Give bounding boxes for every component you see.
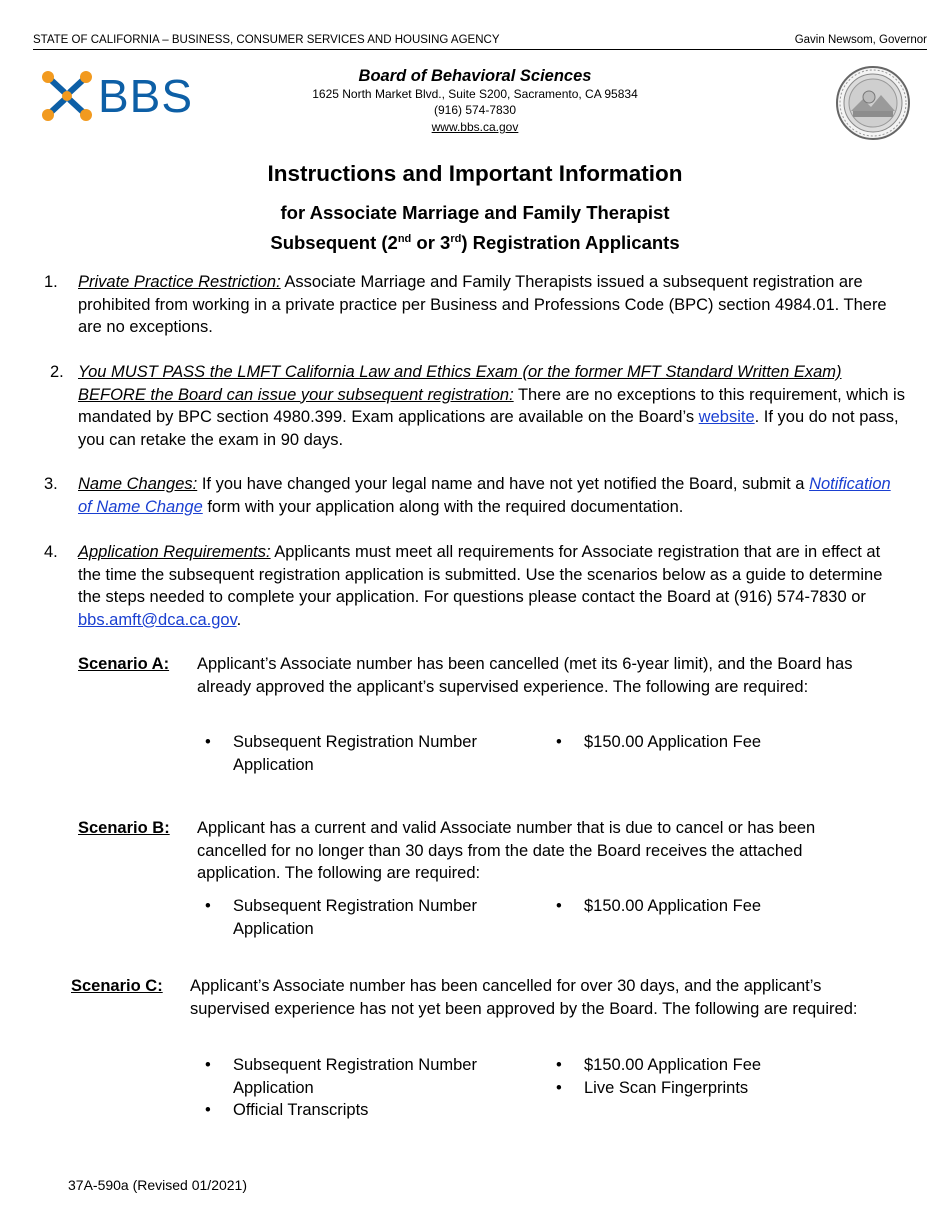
form-number: 37A-590a (Revised 01/2021) [68,1177,248,1193]
requirement-item [205,895,515,940]
item-text: form with your application along with the required documentation. [202,497,684,516]
requirement-text: Subsequent Registration Number Application [233,897,477,938]
item-number: 4. [44,543,58,561]
requirement-item [556,1054,856,1077]
requirement-text: $150.00 Application Fee [584,897,762,915]
requirement-item [556,1077,856,1100]
subtitle-superscript: nd [397,233,412,245]
scenario-a-text: Applicant’s Associate number has been cancelled (met its 6-year limit), and the Board has already approved the applicant’s supervised experience. The following are required: [197,655,853,696]
list-item [44,541,904,631]
item-number: 3. [44,475,58,493]
item-heading: Private Practice Restriction: [78,273,281,291]
board-address: 1625 North Market Blvd., Suite S200, Sacramento, CA 95834 [312,87,638,101]
state-seal [835,65,911,141]
california-state-seal-icon [835,65,911,141]
item-text: Associate Marriage and Family Therapists issued a subsequent registration are prohibited from working in a private practice per Business and Professions Code (BPC) section 4984.01. There are no exceptions. [78,273,887,336]
item-text: . If you do not pass, you can retake the exam in 90 days. [78,408,899,449]
item-text: Applicants must meet all requirements for Associate registration that are in effect at the time the subsequent registration application is submitted. Use the scenarios below as a guide to determine the steps needed to complete your application. For questions please contact the Board at (916) 574-7830 or [78,543,883,606]
requirement-text: $150.00 Application Fee [584,1056,762,1074]
requirement-text: Live Scan Fingerprints [584,1079,749,1097]
name-change-form-link[interactable]: Notification of Name Change [78,475,891,516]
subtitle-line-1: for Associate Marriage and Family Therapist [280,202,670,223]
page-subtitle [0,200,950,256]
logo-text: BBS [98,70,194,122]
list-item [44,271,904,339]
subtitle-line-2 [0,226,950,256]
requirement-item [205,1099,515,1122]
board-phone: (916) 574-7830 [433,103,517,117]
website-link[interactable]: website [698,408,755,426]
agency-header: STATE OF CALIFORNIA – BUSINESS, CONSUMER SERVICES AND HOUSING AGENCY [33,34,500,46]
scenario-a-label: Scenario A: [78,655,170,673]
subtitle-part: Subsequent (2 [270,232,398,254]
subtitle-part: ) Registration Applicants [461,232,680,254]
subtitle-superscript: rd [450,233,462,245]
requirement-item [556,731,856,754]
item-number: 2. [50,363,64,381]
scenario-b-label: Scenario B: [78,819,170,837]
item-heading: Application Requirements: [78,543,271,561]
bullet: • [556,1056,562,1074]
requirement-text: $150.00 Application Fee [584,733,762,751]
requirement-item [205,1054,515,1099]
item-text: . [236,610,242,629]
scenario-b-text: Applicant has a current and valid Associate number that is due to cancel or has been cancelled for no longer than 30 days from the date the Board receives the attached application. The following are required: [197,819,816,882]
requirement-text: Official Transcripts [233,1101,369,1119]
board-website-link[interactable]: www.bbs.ca.gov [431,120,519,134]
board-info [250,66,700,136]
bbs-logo-icon [40,70,94,122]
requirement-text: Subsequent Registration Number Application [233,733,477,774]
item-number: 1. [44,273,58,291]
item-text: There are no exceptions to this requirement, which is mandated by BPC section 4980.399. Exam applications are available on the Board’s [78,385,905,426]
bullet: • [556,733,562,751]
page-title: Instructions and Important Information [267,161,683,186]
bullet: • [205,1101,211,1119]
scenario-c-label: Scenario C: [71,977,163,995]
item-text: If you have changed your legal name and have not yet notified the Board, submit a [197,475,810,493]
bullet: • [205,1056,211,1074]
subtitle-part: or 3 [411,232,451,254]
header-divider [33,49,927,50]
requirement-text: Subsequent Registration Number Application [233,1056,477,1097]
scenario-c-text: Applicant’s Associate number has been cancelled for over 30 days, and the applicant’s supervised experience has not yet been approved by the Board. The following are required: [190,977,858,1018]
item-heading: Name Changes: [78,475,198,493]
bullet: • [556,1079,562,1097]
list-item [50,361,906,451]
email-link[interactable]: bbs.amft@dca.ca.gov [78,610,237,629]
board-name: Board of Behavioral Sciences [358,67,592,85]
bullet: • [205,897,211,915]
requirement-item [556,895,856,918]
bullet: • [205,733,211,751]
bullet: • [556,897,562,915]
requirement-item [205,731,515,776]
list-item [44,473,904,518]
bbs-logo [40,70,220,122]
item-heading: You MUST PASS the LMFT California Law and Ethics Exam (or the former MFT Standard Written Exam) BEFORE the Board can issue your subsequent registration: [78,363,842,404]
governor-name: Gavin Newsom, Governor [794,34,927,46]
